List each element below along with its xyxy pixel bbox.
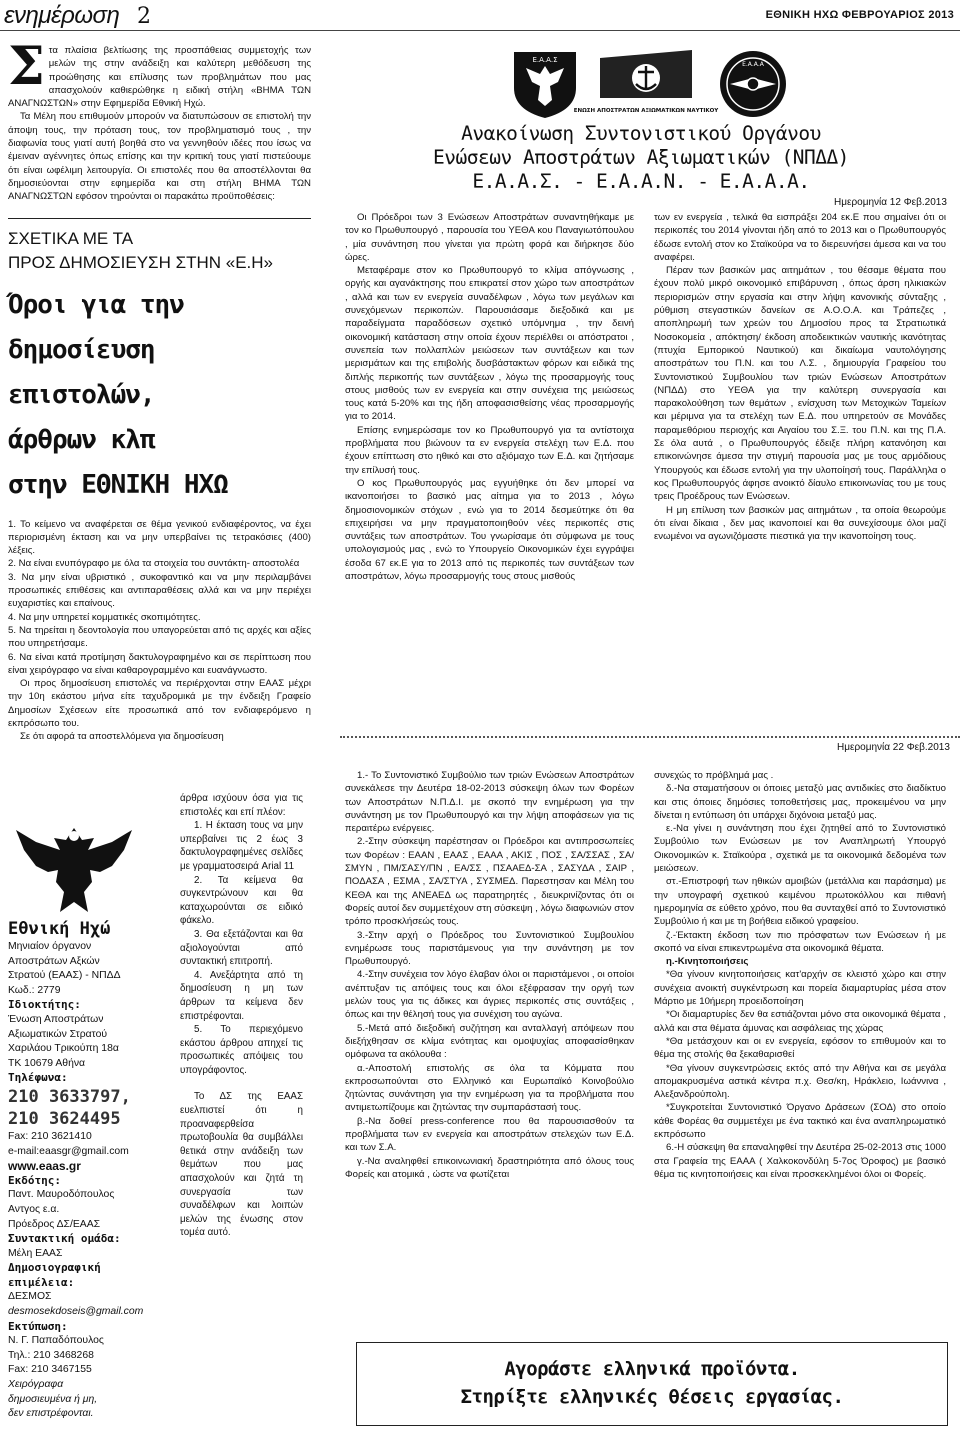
paragraph: συνεχώς το πρόβλημά μας . bbox=[654, 770, 774, 781]
paragraph: ε.-Να γίνει η συνάντηση που έχει ζητηθεί από το Συντονιστικό Συμβούλιο των Ενώσεων με τον Αναπληρωτή Υπουργό Οικονομικών κ. Σταϊκούρα , σχετικά με τα οικονομικά δεδομένα των μειώσεων. bbox=[654, 823, 946, 875]
paragraph: Η μη επίλυση των βασικών μας αιτημάτων , τα οποία θεωρούμε ότι είναι δίκαια , δεν μας ικανοποιεί και θα συνεχίσουμε όλοι μαζί ενωμένοι να αγωνιζόμαστε πιεστικά για την ικανοποίηση τους. bbox=[654, 504, 946, 543]
section-title: ενημέρωση bbox=[4, 2, 120, 29]
info-line: Πρόεδρος ΔΣ/ΕΑΑΣ bbox=[8, 1218, 101, 1230]
info-note: δεν επιστρέφονται. bbox=[8, 1408, 94, 1420]
announcement-column bbox=[345, 211, 634, 583]
paragraph: δ.-Να σταματήσουν οι όποιες μεταξύ μας αντιδικίες στο διαδίκτυο και στις όποιες δημόσιες τοποθετήσεις μας, προκειμένου να μην δίνεται η εντύπωση ότι υπάρχει διχόνοια μεταξύ μας. bbox=[654, 783, 946, 821]
announcement-date: Ημερομηνία 22 Φεβ.2013 bbox=[837, 742, 950, 753]
eagle-emblem-icon bbox=[12, 820, 137, 920]
air-force-emblem-icon bbox=[716, 48, 790, 120]
paragraph: των εν ενεργεία , τελικά θα εισπράξει 204 εκ.Ε που σημαίνει ότι οι περικοπές του 2014 γίνονται ήδη από το 2013 και ο Πρωθυπουργός έδωσε εντολή στον κο Σταϊκούρα να το διερευνήσει άμεσα και να του αναφέρει. bbox=[654, 212, 946, 263]
info-label: Ιδιοκτήτης: bbox=[8, 998, 81, 1012]
drop-cap: Σ bbox=[8, 36, 45, 97]
paragraph: 1.- Το Συντονιστικό Συμβούλιο των τριών Ενώσεων Αποστράτων συνεκάλεσε την Δευτέρα 18-02-2013 σύσκεψη όλων των Φορέων των Αποστράτων Ν.Π.Δ.Ι. με σκοπό την ενημέρωση για την συνάντηση με τον Πρωθυπουργό και την λήψη αποφάσεων για τις περαιτέρω ενέργειες. bbox=[345, 770, 634, 835]
section-heading: ΣΧΕΤΙΚΑ ΜΕ ΤΑ bbox=[8, 228, 134, 248]
paragraph: *Θα μετάσχουν και οι εν ενεργεία, εφόσον το επιθυμούν και το θέμα της στολής θα ξεκαθαρισθεί bbox=[654, 1035, 946, 1061]
rule-item: 1. Το κείμενο να αναφέρεται σε θέμα γενικού ενδιαφέροντος, να έχει περιορισμένη έκταση και να μην υπερβαίνει τις τετρακόσιες (400) λέξεις. bbox=[8, 518, 311, 557]
phone-number: 210 3633797, bbox=[8, 1086, 131, 1107]
paragraph: Πέραν των βασικών μας αιτημάτων , του θέσαμε θέματα που έχουν πολύ μικρό οικονομικό επιβάρυνση , όπως άρση ηλικιακών περιορισμών στην εργασία και στην λήψη κανονικής σύνταξης , ρύθμιση στεγαστικών δανείων σε Α.Ο.Ο.Α. και Τράπεζες , αποπληρωμή των χρεών του Δημοσίου προς τα Στρατιωτικά Νοσοκομεία , απόκτηση/ έκδοση αποδεικτικών ναυτικής ικανότητας (πτυχία Εμπορικού Ναυτικού) και δικαίωμα ναυτολόγησης αποστράτων του Π.Ν. και του Λ.Σ. , δημιουργία Γραφείου του Συντονιστικού Συμβουλίου των τριών Ενώσεων Αποστράτων (ΝΠΔΔ) στο ΥΕΘΑ για την καλύτερη συνεργασία και παρακολούθηση των θεμάτων , ενίσχυση των Μετοχικών Ταμείων και μέριμνα για τα στελέχη των Ε.Δ. που υπηρετούν σε Μονάδες παραμεθόριου περιοχής και Αιγαίου του Σ.Ξ. του Π.Ν. και της Π.Α. Σε όλα αυτά , ο Πρωθυπουργός έδειξε πλήρη κατανόηση και επικοινώνησε άμεσα την στιγμή παρουσία μας με τους αρμόδιους Υπουργούς και έδωσε εντολή για την υλοποίησή τους. Παράλληλα ο κος Πρωθυπουργός άφησε ανοικτό δίαυλο επικοινωνίας του με τους τρεις Προέδρους των Ενώσεων. bbox=[654, 265, 946, 503]
info-note: Χειρόγραφα bbox=[8, 1379, 64, 1391]
info-line: Fax: 210 3467155 bbox=[8, 1364, 92, 1376]
announcement-column bbox=[345, 769, 634, 1181]
issue-info: ΕΘΝΙΚΗ ΗΧΩ ΦΕΒΡΟΥΑΡΙΟΣ 2013 bbox=[765, 9, 954, 21]
phone-number: 210 3624495 bbox=[8, 1108, 121, 1129]
info-line: Ν. Γ. Παπαδόπουλος bbox=[8, 1335, 104, 1347]
conditions-paragraph: Τα Μέλη που επιθυμούν μπορούν να διατυπώσουν σε επιστολή την άποψη τους, την πρόταση τους, τον προβληματισμό τους , την διαφωνία τους γιατί αυτή βοηθά στο να γεννηθούν ιδέες που ίσως να έμειναν αγέννητες όπως επίσης και την κριτική τους γιατί πιστεύουμε ότι είναι ωφέλιμη λειτουργία. Οι επιστολές που θα αποστέλλονται θα δημοσιεύονται στην εφημερίδα και στη στήλη ΒΗΜΑ ΤΩΝ ΑΝΑΓΝΩΣΤΩΝ εφόσον τηρούνται οι παρακάτω προϋποθέσεις: bbox=[8, 111, 311, 203]
terms-item: Το ΔΣ της ΕΑΑΣ ευελπιστεί ότι η προαναφερθείσα πρωτοβουλία θα συμβάλλει θετικά στην ανάδειξη των θεμάτων που μας απασχολούν και ζητά τη συνεργασία των συναδέλφων και λοιπών μελών της ένωσης στον τομέα αυτό. bbox=[180, 1091, 303, 1239]
info-label: Συντακτική ομάδα: bbox=[8, 1232, 121, 1246]
paragraph: Οι Πρόεδροι των 3 Ενώσεων Αποστράτων συναντηθήκαμε με τον κο Πρωθυπουργό , παρουσία του ΥΕΘΑ κου Παναγιωτόπουλου , μία συνάντηση που γίνεται για πρώτη φορά και διήρκησε δύο ώρες. bbox=[345, 212, 634, 263]
terms-item: 1. Η έκταση τους να μην υπερβαίνει τις 2 έως 3 δακτυλογραφημένες σελίδες με γραμματοσειρά Arial 11 bbox=[180, 820, 303, 872]
paragraph: η.-Κινητοποιήσεις bbox=[666, 956, 749, 968]
paragraph: Μεταφέραμε στον κο Πρωθυπουργό το κλίμα απόγνωσης , οργής και αγανάκτησης που επικρατεί στον χώρο των αποστράτων , αλλά και των εν ενεργεία συναδέλφων , λόγω των μεγάλων και συνεχόμενων περικοπών. Παρουσιάσαμε διεξοδικά και με παραδείγματα παραδόσεων σχετικό υπόμνημα , την δεινή οικονομική κατάσταση στην οποία έχουν περιέλθει οι απόστρατοι , συνεπεία των πολλαπλών μειώσεων των συντάξεων και των μερισμάτων και της επιβολής δυσβάστακτων φόρων και ειδικά της διπλής περικοπής των συντάξεων , λόγω της προσαρμογής τους στους μισθούς των εν ενεργεία και στην συνέχεια της μειώσεως τους κατά 5-20% και της ήδη αποφασισθείσης νέας προσαρμογής για το 2014. bbox=[345, 265, 634, 423]
terms-item: 3. Θα εξετάζονται και θα αξιολογούνται από συντακτική επιτροπή. bbox=[180, 928, 303, 968]
paragraph: γ.-Να αναληφθεί επικοινωνιακή δραστηριότητα από όλους τους Φορείς και ατομικά , ώστε να φωτίζεται bbox=[345, 1155, 634, 1180]
page-number: 2 bbox=[137, 4, 151, 29]
announcement-column bbox=[654, 769, 946, 1181]
ad-line: Στηρίξτε ελληνικές θέσεις εργασίας. bbox=[460, 1386, 844, 1408]
info-line: Κωδ.: 2779 bbox=[8, 984, 61, 996]
paragraph: *Συγκροτείται Συντονιστικό Όργανο Δράσεων (ΣΟΔ) στο οποίο κάθε Φορέας θα συμμετέχει με ένα τακτικό και ένα αναπληρωματικό εκπρόσωπο bbox=[654, 1102, 946, 1141]
eagle-emblem-icon bbox=[508, 48, 582, 120]
announcement-title: Ανακοίνωση Συντονιστικού Οργάνου Ενώσεων Αποστράτων Αξιωματικών (ΝΠΔΔ) Ε.Α.Α.Σ. - Ε.Α.Α.Ν. - Ε.Α.Α.Α. bbox=[433, 122, 849, 193]
announcement-date: Ημερομηνία 12 Φεβ.2013 bbox=[834, 197, 947, 208]
paragraph: *Θα γίνουν συγκεντρώσεις εκτός από την Αθήνα και σε μεγάλα απομακρυσμένα αστικά κέντρα π.χ. Θεσ/κη, Ηράκλειο, Ιωάννινα , Αλεξανδρούπολη. bbox=[654, 1062, 946, 1101]
rule-item: 5. Να τηρείται η δεοντολογία που υπαγορεύεται από τις αρχές και αξίες που υπηρετήσαμε. bbox=[8, 624, 311, 650]
rules-list bbox=[8, 518, 311, 744]
paragraph: β.-Να δοθεί press-conference που θα παρουσιασθούν τα προβλήματα των εν ενεργεία και αποστράτων στελεχών των Ε.Δ. και των Σ.Α. bbox=[345, 1115, 634, 1154]
website: www.eaas.gr bbox=[8, 1159, 81, 1174]
paragraph: 6.-Η σύσκεψη θα επαναληφθεί την Δευτέρα 25-02-2013 στις 1000 στα Γραφεία της ΕΑΑΑ ( Χαλκοκονδύλη 5-7ος Όροφος) με βασικό θέμα τις κινητοποιήσεις και είναι προσκεκλημένοι όλοι οι Φορείς. bbox=[654, 1142, 946, 1180]
info-line: ΤΚ 10679 Αθήνα bbox=[8, 1057, 86, 1069]
ad-line: Αγοράστε ελληνικά προϊόντα. bbox=[504, 1358, 800, 1380]
rule-item: Σε ότι αφορά τα αποστελλόμενα για δημοσίευση bbox=[20, 731, 224, 743]
info-line: Χαριλάου Τρικούπη 18α bbox=[8, 1043, 119, 1055]
section-heading: ΠΡΟΣ ΔΗΜΟΣΙΕΥΣΗ ΣΤΗΝ «Ε.Η» bbox=[8, 252, 273, 272]
anchor-emblem-icon bbox=[573, 48, 719, 120]
terms-item: 4. Ανεξάρτητα από τη δημοσίευση η μη των άρθρων τα κείμενα δεν επιστρέφονται. bbox=[180, 969, 303, 1022]
rule-item: 2. Να είναι ενυπόγραφο με όλα τα στοιχεία του συντάκτη- αποστολέα bbox=[8, 558, 300, 570]
logo-label: Ε.Α.Α.Σ bbox=[532, 56, 558, 64]
paragraph: στ.-Επιστροφή των ηθικών αμοιβών (μετάλλια και παράσημα) με την υπογραφή σχετικού κειμένου πρωτοκόλλου και πιθανή ημερομηνία σε εύθετο χρόνο, που θα συνταχθεί από το Συντονιστικό Συμβούλιο ή και με τη βοήθεια ειδικού γραφείου. bbox=[654, 876, 946, 928]
paragraph: ζ.-Έκτακτη έκδοση των πιο πρόσφατων των Ενώσεων ή με σκοπό να είναι επικεντρωμένα στα οικονομικά θέματα. bbox=[654, 929, 946, 954]
article-terms-column bbox=[180, 792, 303, 1240]
rule-item: 3. Να μην είναι υβριστικό , συκοφαντικό και να μην περιλαμβάνει προσωπικές επιθέσεις και αντιπαραθέσεις αλλά και να μην περιέχει ευχαριστίες και επαίνους. bbox=[8, 571, 311, 610]
info-line: Τηλ.: 210 3468268 bbox=[8, 1349, 94, 1361]
divider bbox=[8, 218, 311, 219]
fax-number: Fax: 210 3621410 bbox=[8, 1130, 92, 1142]
paragraph: 5.-Μετά από διεξοδική συζήτηση και ανταλλαγή απόψεων που διεξήχθησαν σε κλίμα ενότητας και ομοψυχίας αποφασίσθηκαν ομόφωνα τα ακόλουθα : bbox=[345, 1022, 634, 1061]
email-address: desmosekdoseis@gmail.com bbox=[8, 1306, 144, 1318]
rule-item: Οι προς δημοσίευση επιστολές να περιέρχονται στην ΕΑΑΣ μέχρι την 10η εκάστου μήνα είτε ταχυδρομικά με την ένδειξη Γραφείο Δημοσίων Σχέσεων είτε προσωπικά από τον ενδιαφερόμενο η εκπρόσωπο του. bbox=[8, 678, 311, 730]
paragraph: 3.-Στην αρχή ο Πρόεδρος του Συντονιστικού Συμβουλίου ενημέρωσε τους παριστάμενους για την συνάντηση με τον Πρωθυπουργό. bbox=[345, 929, 634, 968]
email-address: e-mail:eaasgr@gmail.com bbox=[8, 1145, 129, 1157]
announcement-column bbox=[654, 211, 946, 543]
terms-item: άρθρα ισχύουν όσα για τις επιστολές και επί πλέον: bbox=[180, 793, 303, 818]
info-label: επιμέλεια: bbox=[8, 1275, 75, 1289]
info-label: Εκδότης: bbox=[8, 1173, 61, 1187]
info-line: Μηνιαίον όργανον bbox=[8, 941, 92, 952]
paragraph: *Θα γίνουν κινητοποιήσεις κατ'αρχήν σε κλειστό χώρο και στην συνέχεια ανοικτή συγκέντρωση και πορεία διαμαρτυρίας μέσα στον Μάρτιο με 10ήμερη προειδοποίηση bbox=[654, 969, 946, 1008]
paragraph: Επίσης ενημερώσαμε τον κο Πρωθυπουργό για τα αντίστοιχα προβλήματα που βιώνουν τα εν ενεργεία στελέχη των Ε.Δ. που έχουν επίπτωση στο ηθικό και στο αξιόμαχο των Ε.Δ. και ζητήσαμε την επίλυσή τους. bbox=[345, 424, 634, 476]
paragraph: 2.-Στην σύσκεψη παρέστησαν οι Πρόεδροι και αντιπροσωπείες των Φορέων : ΕΑΑΝ , ΕΑΑΣ , ΕΑΑΑ , ΑΚΙΣ , ΠΟΣ , ΣΑ/ΣΣΑΣ , ΣΑ/ΣΜΥΝ , ΠΜ/ΣΑΣΥ/ΠΝ , ΕΑ/ΣΣ , ΠΣΑΑΕΔ-ΣΑ , ΣΑΣΥΔΑ , ΣΑΙΡ , ΠΟΔΑΣΑ , ΕΣΜΑ , ΣΑ/ΣΤΥΑ , ΣΥΣΜΕΔ. Παρεστησαν και Μέλη του ΚΕΘΑ και της ΑΝΕΑΕΔ ως παρατηρητές , διευκρινίζοντας ότι οι Φορείς αυτοί δεν συμμετέχουν στη σύσκεψη , λόγω διαφωνιών στον τρόπο προσκλήσεώς τους. bbox=[345, 836, 634, 928]
info-line: Παντ. Μαυροδόπουλος bbox=[8, 1189, 115, 1201]
info-note: δημοσιευμένα ή μη, bbox=[8, 1393, 98, 1405]
info-line: Ένωση Αποστράτων bbox=[8, 1013, 104, 1025]
intro-paragraph: Στα πλαίσια βελτίωσης της προσπάθειας συμμετοχής των μελών της στην ανάδειξη και καλύτερη μεθόδευση της προώθησης και επίλυσης των προβλημάτων που μας απασχολούν καθιερώθηκε η ειδική στήλη «ΒΗΜΑ ΤΩΝ ΑΝΑΓΝΩΣΤΩΝ» στην Εφημερίδα Εθνική Ηχώ. bbox=[8, 36, 311, 110]
info-line: ΔΕΣΜΟΣ bbox=[8, 1291, 52, 1303]
dotted-divider bbox=[340, 736, 960, 738]
publication-name: Εθνική Ηχώ bbox=[8, 919, 111, 939]
terms-item: 5. Το περιεχόμενο εκάστου άρθρου απηχεί τις προσωπικές απόψεις του υπογράφοντος. bbox=[180, 1024, 303, 1076]
paragraph: Ο κος Πρωθυπουργός μας εγγυήθηκε ότι δεν μπορεί να ικανοποιήσει το βασικό μας αίτημα για το 2013 , λόγω δημοσιονομικών στόχων , ενώ για το 2014 δεσμεύτηκε ότι θα επιχειρήσει να μην πραγματοποιηθούν νέες περικοπές στις συντάξεις των αποστράτων. Του γνωρίσαμε ότι σύμφωνα με τους υπολογισμούς μας , ενώ το Υπουργείο Οικονομικών έχει εγγράψει έσοδα 67 εκ.Ε για το 2013 από τις περικοπές των συντάξεων των αποστράτων, λόγω προσαρμογής τους στους μισθούς bbox=[345, 477, 634, 583]
info-label: Δημοσιογραφική bbox=[8, 1261, 101, 1275]
paragraph: *Οι διαμαρτυρίες δεν θα εστιάζονται μόνο στα οικονομικά θέματα , αλλά και στα θέματα άμυνας και ασφάλειας της χώρας bbox=[654, 1009, 946, 1034]
logo-label: ΕΝΩΣΗ ΑΠΟΣΤΡΑΤΩΝ ΑΞΙΩΜΑΤΙΚΩΝ ΝΑΥΤΙΚΟΥ bbox=[573, 108, 719, 114]
publication-info bbox=[8, 918, 168, 1422]
rule-item: 6. Να είναι κατά προτίμηση δακτυλογραφημένο και σε περίπτωση που είναι χειρόγραφο να είναι καθαρογραμμένο και ευανάγνωστο. bbox=[8, 651, 311, 676]
masthead bbox=[0, 0, 960, 31]
paragraph: α.-Αποστολή επιστολής σε όλα τα Κόμματα που εκπροσωπούνται στο Ελληνικό και Ευρωπαϊκό Κοινοβούλιο ζητώντας συνάντηση για την ενημέρωση για τα προβλήματα που αντιμετωπίζουμε και ζητώντας την συμπαράστασή τους. bbox=[345, 1062, 634, 1114]
info-line: Στρατού (ΕΑΑΣ) - ΝΠΔΔ bbox=[8, 970, 121, 982]
letters-column bbox=[8, 36, 311, 744]
rule-item: 4. Να μην υπηρετεί κομματικές σκοπιμότητες. bbox=[8, 611, 201, 623]
info-label: Τηλέφωνα: bbox=[8, 1071, 68, 1085]
paragraph: 4.-Στην συνέχεια τον λόγο έλαβαν όλοι οι παριστάμενοι , οι οποίοι ανέπτυξαν τις απόψεις τους και όλοι εξέφρασαν την οργή των μελών τους για τις άδικες και άγριες περικοπές στις συντάξεις , όπως και την θέλησή τους για συνέχιση του αγώνα. bbox=[345, 969, 635, 1021]
logo-label: Ε.Α.Α.Α bbox=[742, 61, 764, 68]
info-line: Αξιωματικών Στρατού bbox=[8, 1028, 108, 1040]
info-line: Αντγος ε.α. bbox=[8, 1203, 60, 1215]
info-label: Εκτύπωση: bbox=[8, 1319, 68, 1333]
info-line: Αποστράτων Αξκών bbox=[8, 955, 100, 967]
info-line: Μέλη ΕΑΑΣ bbox=[8, 1247, 63, 1259]
terms-item: 2. Τα κείμενα θα συγκεντρώνουν και θα καταχωρούνται σε ειδικό φάκελο. bbox=[180, 874, 303, 927]
ad-box bbox=[356, 1342, 948, 1426]
headline: Όροι για την δημοσίευση επιστολών, άρθρων κλπ στην ΕΘΝΙΚΗ ΗΧΩ bbox=[8, 289, 228, 500]
